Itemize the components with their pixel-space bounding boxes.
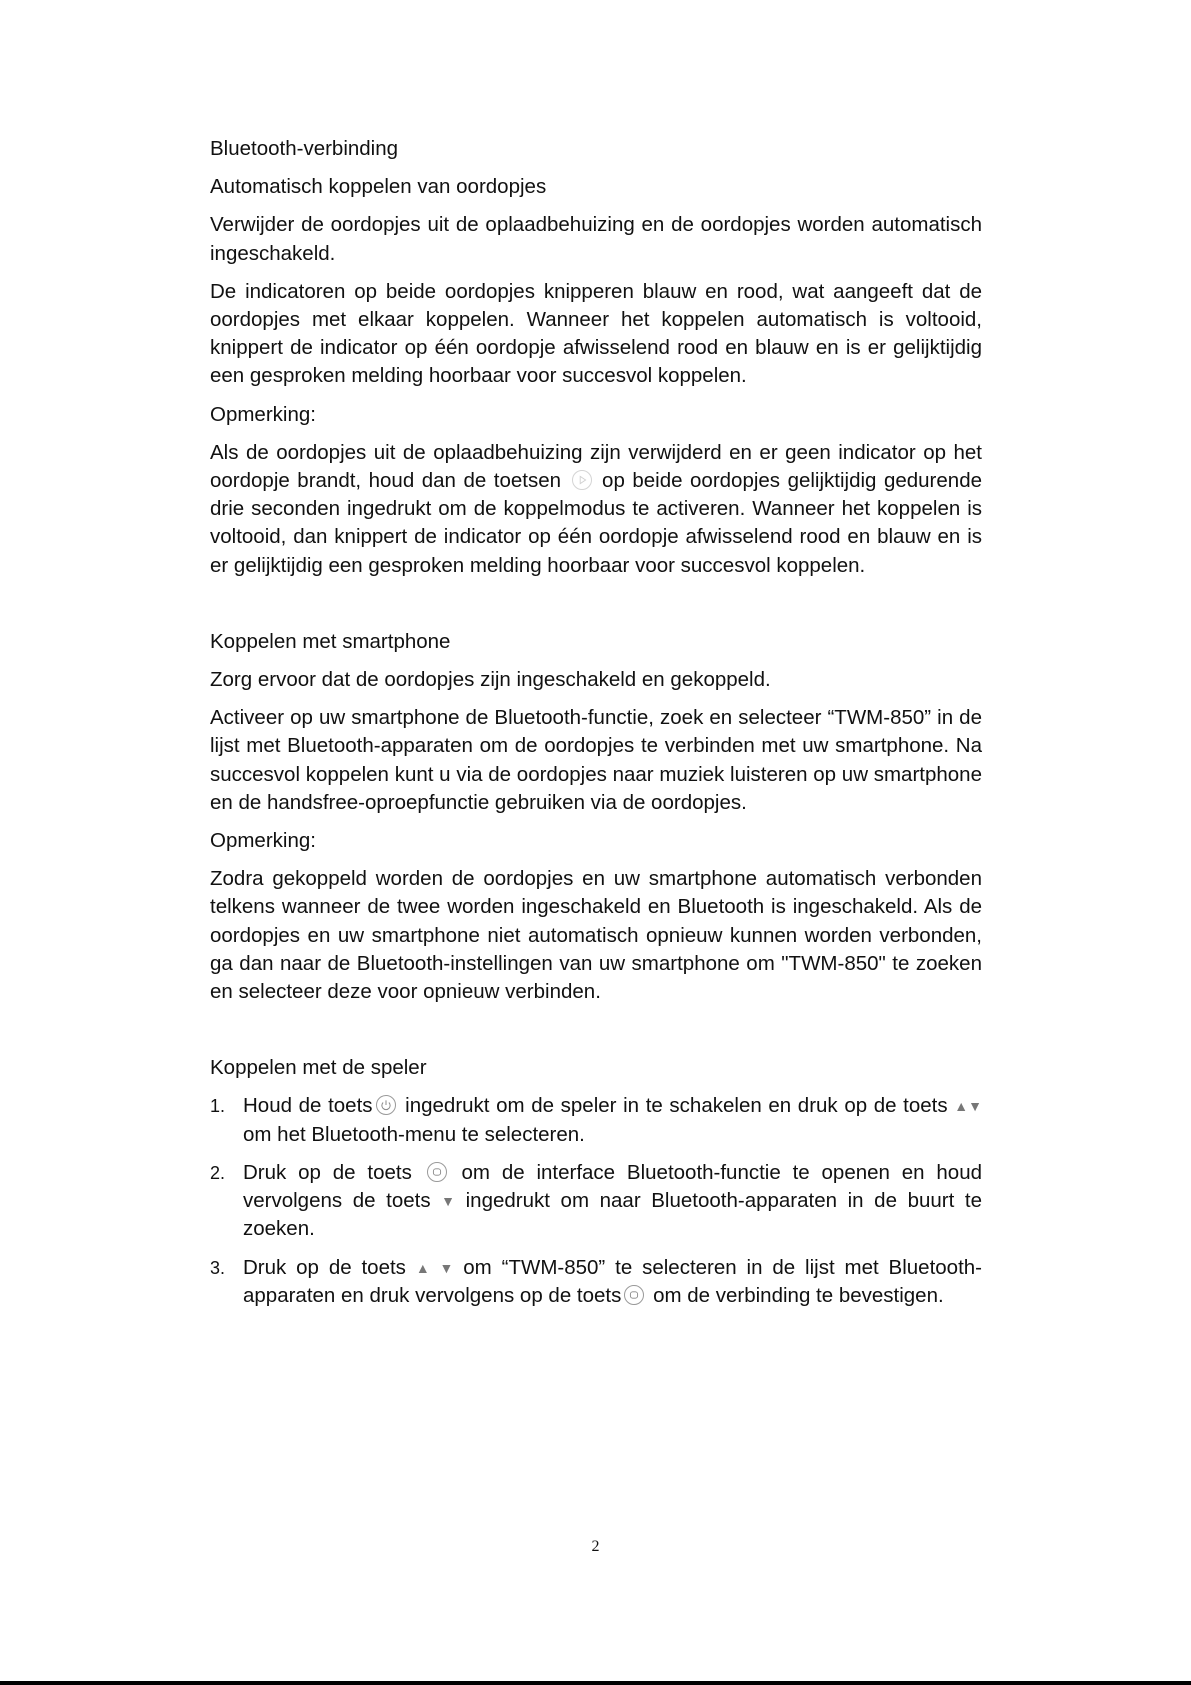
- step-text: om de interface Bluetooth-functie te openen en houd vervolgens de toets: [243, 1160, 982, 1213]
- step-text: ingedrukt om naar Bluetooth-apparaten in de buurt te zoeken.: [243, 1189, 982, 1241]
- ok-button-icon: [624, 1285, 644, 1305]
- play-circle-icon: [572, 470, 592, 490]
- note-text: Als de oordopjes uit de oplaadbehuizing zijn verwijderd en er geen indicator op het oordopje brandt, houd dan de toetsen: [210, 440, 982, 493]
- section-title-smartphone: Koppelen met smartphone: [210, 629, 451, 653]
- page-number: 2: [591, 1538, 600, 1555]
- up-arrow-icon: ▲: [415, 1259, 430, 1276]
- step-text: ingedrukt om de speler in te schakelen en druk op de toets: [405, 1094, 948, 1118]
- section-title-bluetooth: Bluetooth-verbinding: [210, 137, 399, 160]
- list-number: 3.: [210, 1257, 226, 1278]
- step-text: om het Bluetooth-menu te selecteren.: [243, 1122, 585, 1146]
- step-text: om de verbinding te bevestigen.: [653, 1283, 944, 1307]
- list-item: [210, 1159, 982, 1244]
- step-text: Druk op de toets: [243, 1160, 412, 1184]
- ok-button-icon: [427, 1162, 447, 1182]
- list-number: 1.: [210, 1096, 226, 1117]
- step-text: Druk op de toets: [243, 1255, 406, 1279]
- note-text: op beide oordopjes gelijktijdig gedurende drie seconden ingedrukt om de koppelmodus te activeren. Wanneer het koppelen is voltooid, dan knippert de indicator op één oordopje afwisselend rood en blauw en is er gelijktijdig een gesproken melding hoorbaar voor succesvol koppelen.: [210, 469, 982, 577]
- step-text: om “TWM-850” te selecteren in de lijst met Bluetooth-apparaten en druk vervolgens op de toets: [243, 1255, 982, 1307]
- note-paragraph: [210, 439, 982, 580]
- down-arrow-icon: ▼: [441, 1193, 456, 1210]
- paragraph: Activeer op uw smartphone de Bluetooth-functie, zoek en selecteer “TWM-850” in de lijst met Bluetooth-apparaten om de oordopjes te verbinden met uw smartphone. Na succesvol koppelen kunt u via de oordopjes naar muziek luisteren op uw smartphone en de handsfree-oproepfunctie gebruiken via de oordopjes.: [210, 706, 982, 814]
- note-paragraph: Zodra gekoppeld worden de oordopjes en uw smartphone automatisch verbonden telkens wanneer de twee worden ingeschakeld en Bluetooth is ingeschakeld. Als de oordopjes en uw smartphone niet automatisch opnieuw kunnen worden verbonden, ga dan naar de Bluetooth-instellingen van uw smartphone om "TWM-850" te zoeken en selecteer deze voor opnieuw verbinden.: [210, 867, 982, 1004]
- steps-list: [210, 1092, 982, 1309]
- list-item: [210, 1254, 982, 1310]
- down-arrow-icon: ▼: [968, 1098, 982, 1115]
- paragraph: Zorg ervoor dat de oordopjes zijn ingeschakeld en gekoppeld.: [210, 668, 771, 692]
- list-item: [210, 1092, 982, 1148]
- bottom-divider: [0, 1681, 1191, 1685]
- list-number: 2.: [210, 1162, 226, 1183]
- paragraph: De indicatoren op beide oordopjes knipperen blauw en rood, wat aangeeft dat de oordopjes met elkaar koppelen. Wanneer het koppelen automatisch is voltooid, knippert de indicator op één oordopje afwisselend rood en blauw en is er gelijktijdig een gesproken melding hoorbaar voor succesvol koppelen.: [210, 279, 982, 388]
- up-arrow-icon: ▲: [954, 1098, 969, 1115]
- section-title-player: Koppelen met de speler: [210, 1056, 427, 1080]
- note-label: Opmerking:: [210, 829, 316, 853]
- note-label: Opmerking:: [210, 402, 316, 426]
- subsection-title-auto-pair: Automatisch koppelen van oordopjes: [210, 175, 547, 199]
- document-page: [210, 135, 982, 1320]
- down-arrow-icon: ▼: [439, 1259, 454, 1276]
- power-icon: [376, 1095, 396, 1115]
- step-text: Houd de toets: [243, 1094, 373, 1118]
- paragraph: Verwijder de oordopjes uit de oplaadbehuizing en de oordopjes worden automatisch ingeschakeld.: [210, 213, 982, 265]
